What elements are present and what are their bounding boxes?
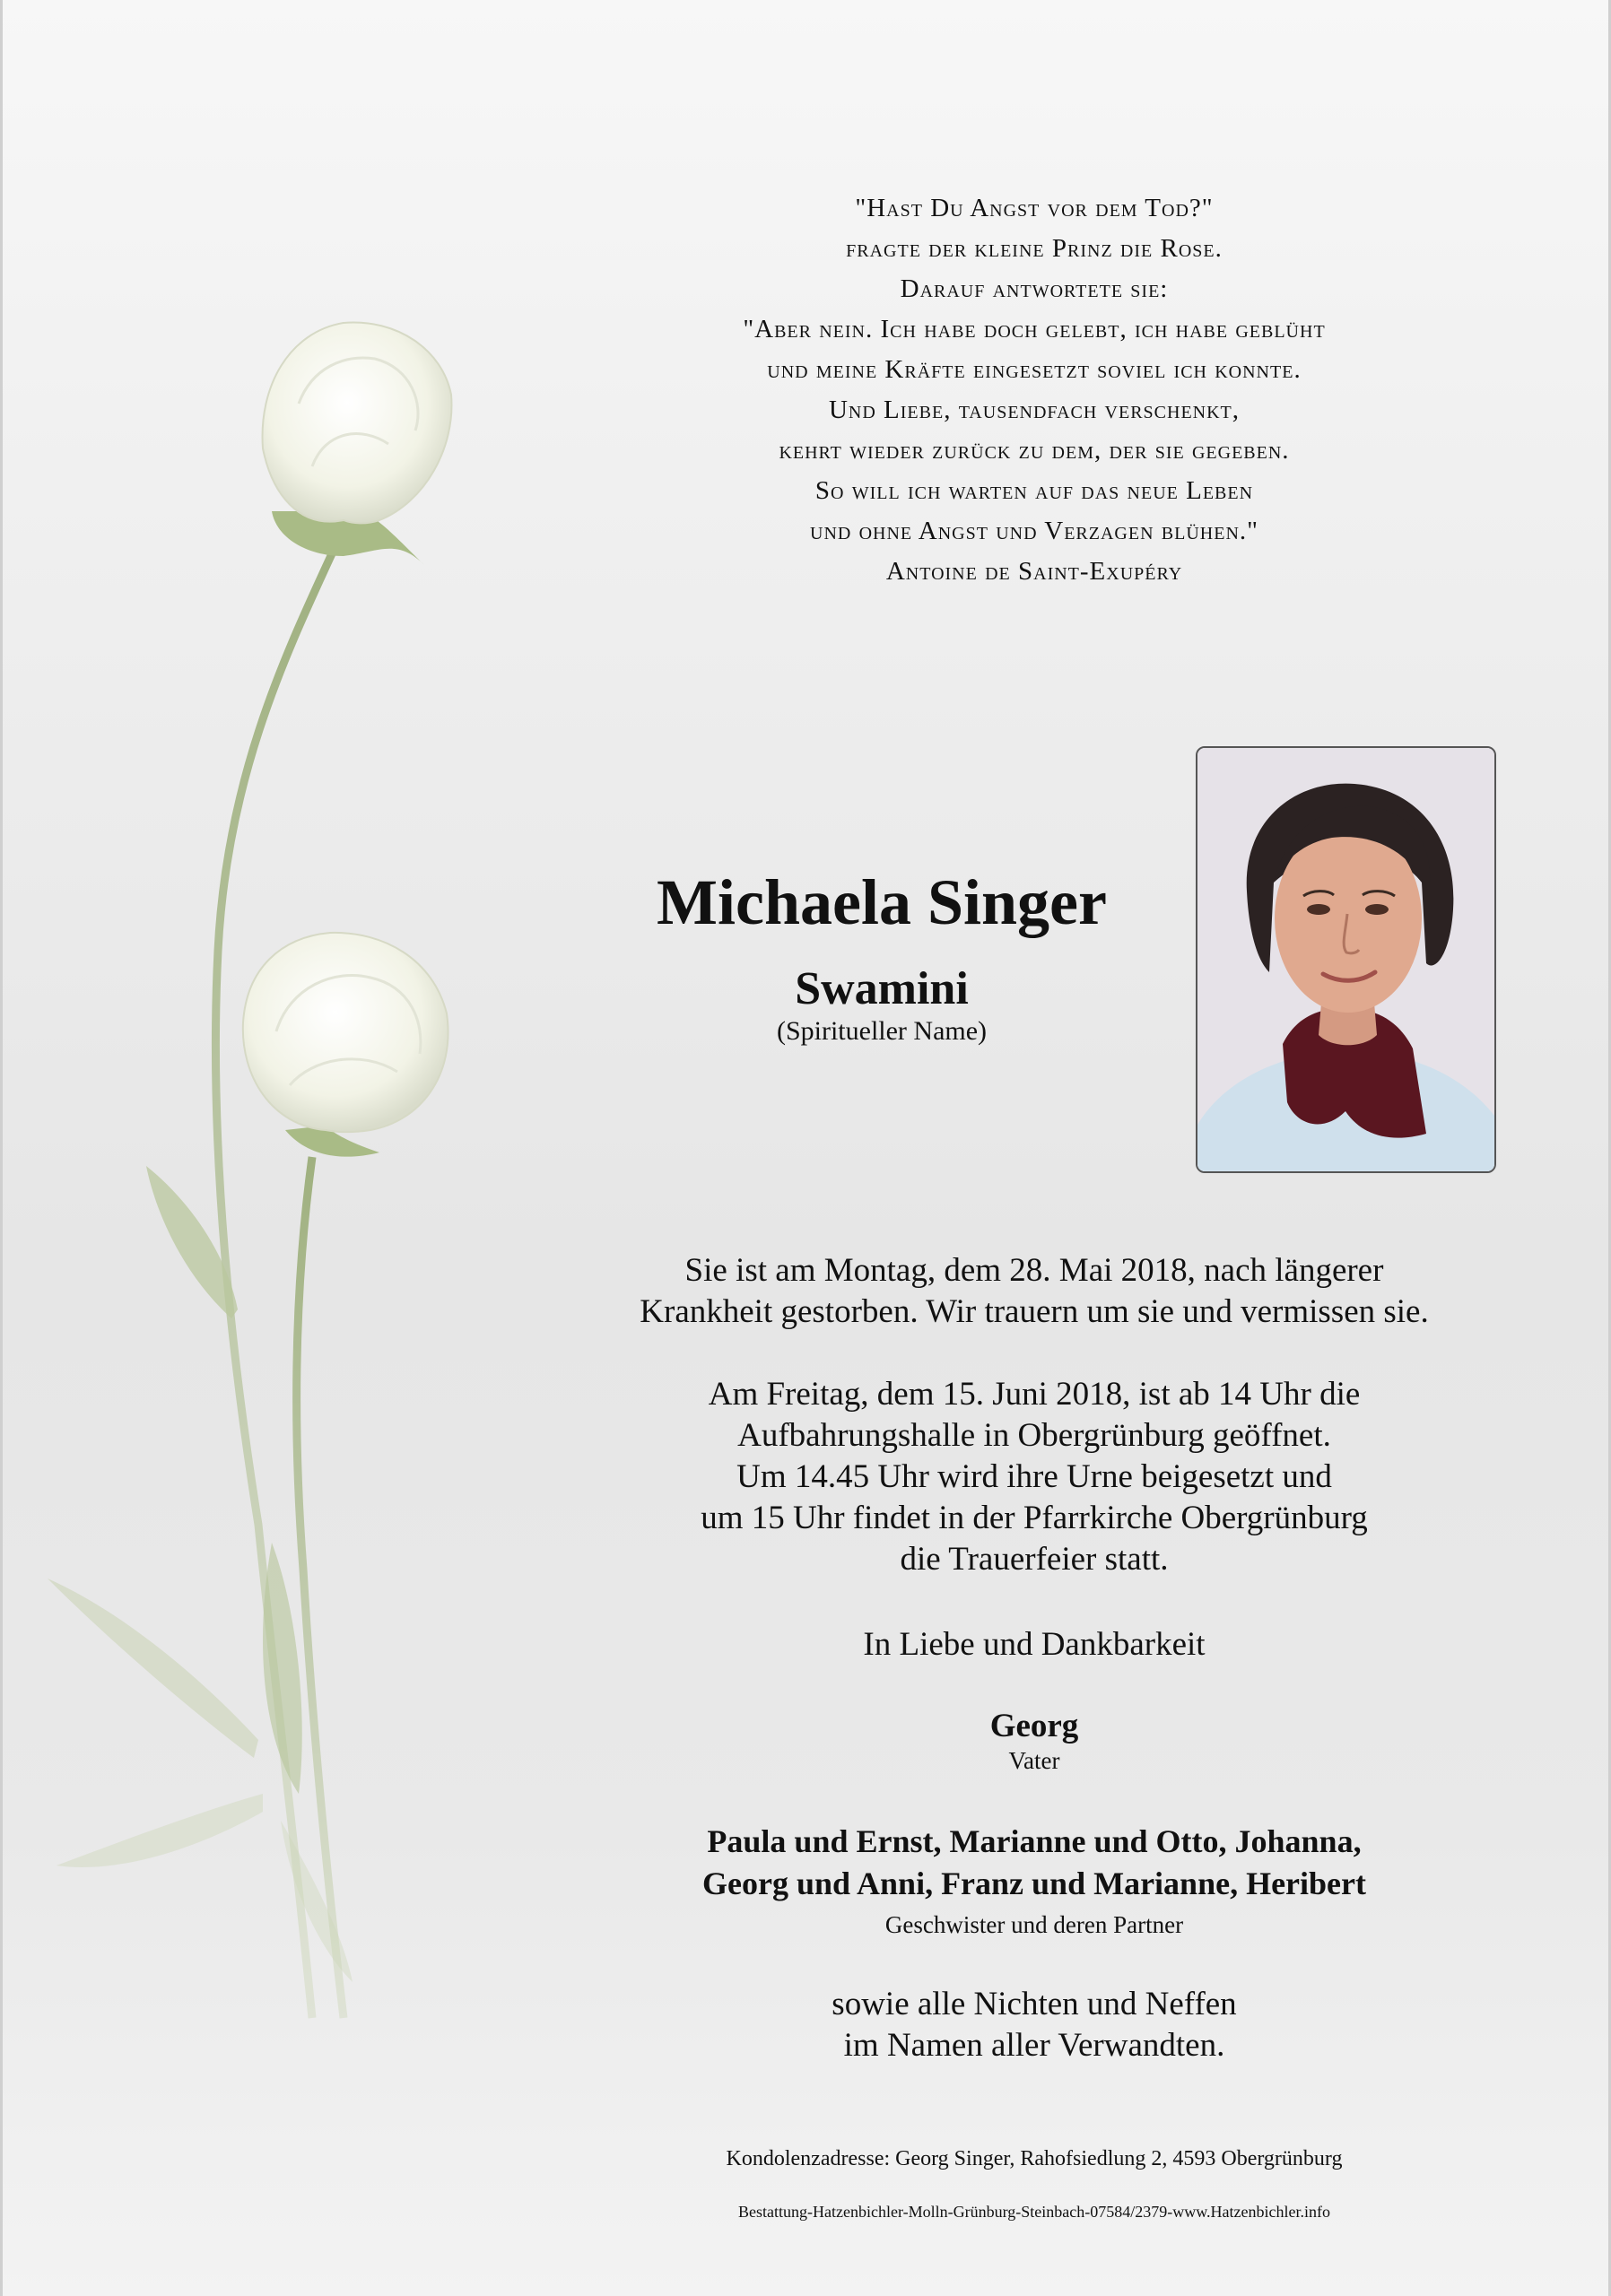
undertaker-info: Bestattung-Hatzenbichler-Molln-Grünburg-Steinbach-07584/2379-www.Hatzenbichler.info bbox=[738, 2203, 1330, 2221]
relatives-line: im Namen aller Verwandten. bbox=[843, 2027, 1225, 2064]
quote-line: und meine Kräfte eingesetzt soviel ich konnte. bbox=[767, 355, 1302, 384]
siblings-list bbox=[541, 1821, 1528, 1905]
father-name: Georg bbox=[989, 1708, 1079, 1744]
siblings-line: Paula und Ernst, Marianne und Otto, Johanna, bbox=[707, 1823, 1362, 1859]
spiritual-name: Swamini bbox=[795, 963, 969, 1014]
portrait-photo bbox=[1196, 746, 1496, 1173]
quote-line: und ohne Angst und Verzagen blühen." bbox=[810, 517, 1258, 545]
quote-line: Darauf antwortete sie: bbox=[900, 274, 1169, 303]
ceremony-line: Aufbahrungshalle in Obergrünburg geöffnet. bbox=[737, 1417, 1331, 1454]
siblings-line: Georg und Anni, Franz und Marianne, Heribert bbox=[701, 1866, 1367, 1901]
white-roses-illustration bbox=[3, 269, 505, 2063]
deceased-name: Michaela Singer bbox=[657, 866, 1107, 938]
quote-line: "Hast Du Angst vor dem Tod?" bbox=[855, 194, 1214, 222]
ceremony-line: Am Freitag, dem 15. Juni 2018, ist ab 14 Uhr die bbox=[708, 1376, 1361, 1413]
closing-phrase: In Liebe und Dankbarkeit bbox=[863, 1626, 1206, 1663]
death-notice-line: Sie ist am Montag, dem 28. Mai 2018, nach längerer bbox=[684, 1252, 1384, 1289]
portrait-image bbox=[1197, 748, 1494, 1171]
ceremony-line: um 15 Uhr findet in der Pfarrkirche Obergrünburg bbox=[701, 1500, 1368, 1536]
father-role: Vater bbox=[1008, 1747, 1060, 1774]
quote-line: kehrt wieder zurück zu dem, der sie gegeben. bbox=[779, 436, 1290, 465]
death-notice bbox=[541, 1250, 1528, 1333]
quote-author: Antoine de Saint-Exupéry bbox=[885, 557, 1183, 586]
ceremony-details bbox=[541, 1374, 1528, 1580]
quote-line: Und Liebe, tausendfach verschenkt, bbox=[828, 396, 1241, 424]
siblings-role: Geschwister und deren Partner bbox=[884, 1911, 1184, 1938]
saint-exupery-quote bbox=[622, 188, 1447, 592]
death-notice-line: Krankheit gestorben. Wir trauern um sie und vermissen sie. bbox=[640, 1293, 1429, 1330]
quote-line: So will ich warten auf das neue Leben bbox=[814, 476, 1254, 505]
ceremony-line: die Trauerfeier statt. bbox=[900, 1541, 1169, 1578]
ceremony-line: Um 14.45 Uhr wird ihre Urne beigesetzt und bbox=[736, 1458, 1332, 1495]
quote-line: fragte der kleine Prinz die Rose. bbox=[846, 234, 1223, 263]
relatives bbox=[541, 1984, 1528, 2066]
spiritual-name-note: (Spiritueller Name) bbox=[776, 1016, 988, 1046]
quote-line: "Aber nein. Ich habe doch gelebt, ich habe geblüht bbox=[743, 315, 1326, 344]
condolence-address: Kondolenzadresse: Georg Singer, Rahofsiedlung 2, 4593 Obergrünburg bbox=[726, 2147, 1343, 2170]
relatives-line: sowie alle Nichten und Neffen bbox=[832, 1986, 1237, 2022]
